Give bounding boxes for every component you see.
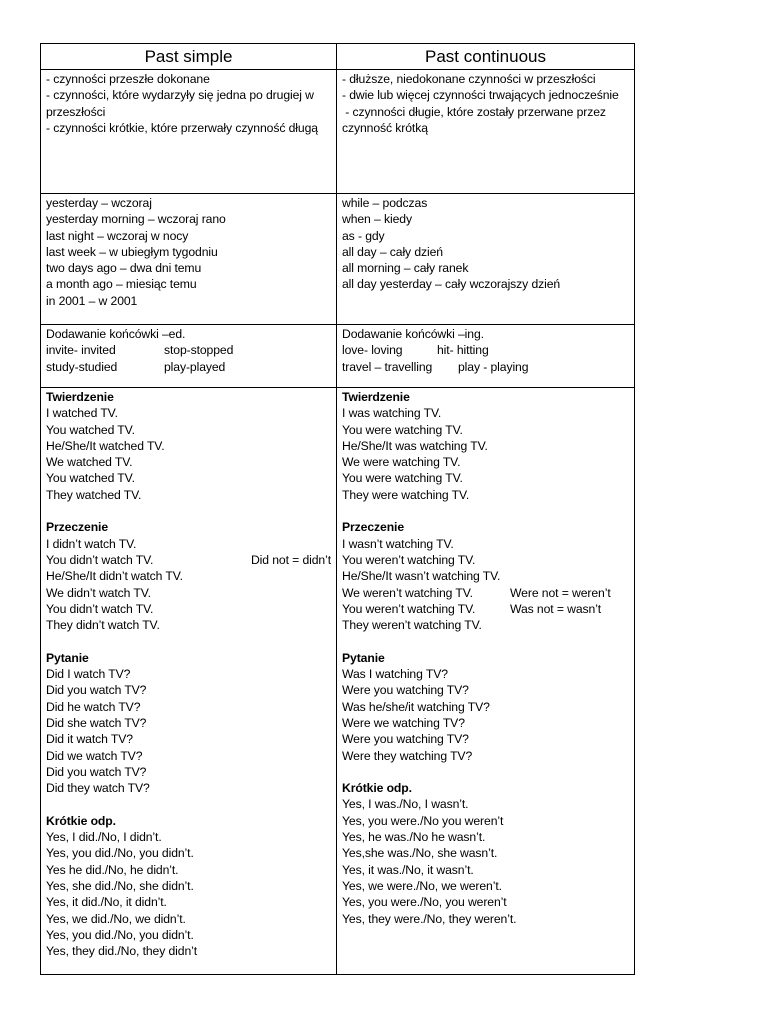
negative-title: Przeczenie: [46, 520, 109, 535]
form-example-row: [46, 342, 331, 358]
affirmative-list: [46, 405, 331, 503]
negative-line: You didn’t watch TV.: [46, 552, 154, 567]
list-line: I watched TV.: [46, 406, 118, 421]
negative-line: They didn’t watch TV.: [46, 618, 160, 633]
list-line: Yes he did./No, he didn’t.: [46, 862, 179, 877]
time-expressions-row: [41, 194, 635, 325]
time-expressions-past-continuous-cell: [337, 194, 635, 325]
negative-line: We didn’t watch TV.: [46, 585, 151, 600]
list-line: Yes, she did./No, she didn’t.: [46, 878, 194, 893]
uses-past-simple-cell: [41, 70, 337, 194]
negative-line: We weren’t watching TV.: [342, 585, 473, 600]
form-example-row: [342, 342, 629, 358]
list-line: Did you watch TV?: [46, 764, 147, 779]
grammar-comparison-table: [40, 43, 635, 975]
contraction-note: Did not = didn’t: [250, 552, 331, 567]
list-line: Yes, it did./No, it didn’t.: [46, 895, 167, 910]
list-line: We were watching TV.: [342, 455, 461, 470]
negative-line: He/She/It wasn’t watching TV.: [342, 569, 501, 584]
affirmative-title: Twierdzenie: [342, 390, 410, 404]
list-line: Yes, he was./No he wasn’t.: [342, 830, 486, 845]
forms-row: [41, 325, 635, 388]
negative-line: I wasn’t watching TV.: [342, 536, 454, 551]
form-example-row: [342, 359, 629, 375]
uses-row: [41, 70, 635, 194]
negative-line-with-note: [342, 585, 629, 601]
short-answers-list: [46, 829, 331, 959]
list-line: Did we watch TV?: [46, 748, 143, 763]
form-example-row: [46, 359, 331, 375]
negative-line-with-note: [342, 601, 629, 617]
form-title: Dodawanie końcówki –ing.: [342, 327, 484, 341]
list-line: Yes,she was./No, she wasn’t.: [342, 846, 498, 861]
list-line: Yes, they did./No, they didn’t: [46, 944, 198, 959]
form-title: Dodawanie końcówki –ed.: [46, 327, 186, 341]
contraction-note: Were not = weren’t: [510, 585, 611, 600]
list-line: We watched TV.: [46, 455, 133, 470]
header-past-simple: Past simple: [41, 44, 337, 70]
question-title: Pytanie: [46, 650, 89, 665]
short-answers-title: Krótkie odp.: [342, 781, 412, 796]
conjugation-past-simple-cell: [41, 388, 337, 975]
form-example: travel – travelling: [342, 359, 433, 374]
list-line: I was watching TV.: [342, 406, 442, 421]
list-line: You were watching TV.: [342, 471, 463, 486]
list-line: Were you watching TV?: [342, 732, 469, 747]
list-line: Yes, I was./No, I wasn’t.: [342, 797, 469, 812]
forms-past-simple-cell: [41, 325, 337, 388]
list-line: Yes, it was./No, it wasn’t.: [342, 862, 474, 877]
negative-line: You didn’t watch TV.: [46, 601, 154, 616]
list-line: when – kiedy: [342, 212, 412, 227]
question-list: [46, 666, 331, 796]
list-line: Was I watching TV?: [342, 667, 448, 682]
contraction-note: Was not = wasn’t: [510, 601, 602, 616]
use-line: - czynności, które wydarzyły się jedna po drugiej w przeszłości: [46, 88, 314, 119]
list-line: He/She/It was watching TV.: [342, 438, 488, 453]
form-example: love- loving: [342, 343, 403, 358]
list-line: last week – w ubiegłym tygodniu: [46, 244, 218, 259]
conjugation-past-continuous-cell: [337, 388, 635, 975]
use-line: - czynności przeszłe dokonane: [46, 72, 210, 86]
affirmative-list: [342, 405, 629, 503]
time-expressions-past-simple-cell: [41, 194, 337, 325]
list-line: a month ago – miesiąc temu: [46, 277, 197, 292]
list-line: Yes, you did./No, you didn’t.: [46, 846, 194, 861]
short-answers-list: [342, 796, 629, 926]
list-line: Did I watch TV?: [46, 667, 131, 682]
affirmative-title: Twierdzenie: [46, 390, 114, 404]
negative-line-with-note: [46, 552, 331, 568]
list-line: all morning – cały ranek: [342, 261, 469, 276]
list-line: Were they watching TV?: [342, 748, 473, 763]
list-line: Did you watch TV?: [46, 683, 147, 698]
list-line: Yes, I did./No, I didn’t.: [46, 830, 162, 845]
list-line: Did they watch TV?: [46, 781, 150, 796]
negative-line: I didn’t watch TV.: [46, 536, 137, 551]
list-line: as - gdy: [342, 228, 385, 243]
question-title: Pytanie: [342, 650, 385, 665]
list-line: You were watching TV.: [342, 422, 463, 437]
use-line: - dłuższe, niedokonane czynności w przeszłości: [342, 72, 596, 86]
conjugation-row: [41, 388, 635, 975]
negative-line: You weren’t watching TV.: [342, 601, 476, 616]
list-line: last night – wczoraj w nocy: [46, 228, 189, 243]
negative-line: They weren’t watching TV.: [342, 618, 482, 633]
list-line: Were we watching TV?: [342, 715, 465, 730]
form-example: play - playing: [458, 359, 529, 374]
form-example: play-played: [164, 359, 226, 374]
list-line: yesterday – wczoraj: [46, 196, 152, 210]
list-line: They were watching TV.: [342, 487, 470, 502]
list-line: Yes, you were./No you weren’t: [342, 813, 504, 828]
list-line: Did she watch TV?: [46, 715, 147, 730]
time-list-right: [337, 194, 634, 293]
form-example: stop-stopped: [164, 343, 234, 358]
list-line: You watched TV.: [46, 422, 135, 437]
use-line: - dwie lub więcej czynności trwających jednocześnie: [342, 88, 619, 103]
list-line: He/She/It watched TV.: [46, 438, 165, 453]
list-line: Yes, they were./No, they weren’t.: [342, 911, 517, 926]
forms-past-continuous-cell: [337, 325, 635, 388]
short-answers-title: Krótkie odp.: [46, 813, 116, 828]
time-list-left: [41, 194, 336, 309]
list-line: Yes, you were./No, you weren’t: [342, 895, 507, 910]
list-line: yesterday morning – wczoraj rano: [46, 212, 226, 227]
list-line: Were you watching TV?: [342, 683, 469, 698]
negative-line: You weren’t watching TV.: [342, 552, 476, 567]
header-past-continuous: Past continuous: [337, 44, 635, 70]
uses-past-continuous-cell: [337, 70, 635, 194]
list-line: They watched TV.: [46, 487, 142, 502]
question-list: [342, 666, 629, 764]
use-line: - czynności długie, które zostały przerwane przez czynność krótką: [342, 104, 610, 135]
list-line: while – podczas: [342, 196, 428, 210]
form-example: study-studied: [46, 359, 118, 374]
negative-line: He/She/It didn’t watch TV.: [46, 569, 183, 584]
list-line: Yes, you did./No, you didn’t.: [46, 927, 194, 942]
header-row: [41, 44, 635, 70]
list-line: Yes, we were./No, we weren’t.: [342, 878, 502, 893]
list-line: Did he watch TV?: [46, 699, 141, 714]
list-line: You watched TV.: [46, 471, 135, 486]
list-line: Yes, we did./No, we didn’t.: [46, 911, 186, 926]
use-line: - czynności krótkie, które przerwały czynność długą: [46, 120, 318, 135]
list-line: Was he/she/it watching TV?: [342, 699, 490, 714]
negative-title: Przeczenie: [342, 520, 405, 535]
form-example: invite- invited: [46, 343, 116, 358]
list-line: all day yesterday – cały wczorajszy dzień: [342, 277, 561, 292]
list-line: Did it watch TV?: [46, 732, 133, 747]
list-line: in 2001 – w 2001: [46, 293, 138, 308]
list-line: two days ago – dwa dni temu: [46, 261, 202, 276]
list-line: all day – cały dzień: [342, 244, 443, 259]
form-example: hit- hitting: [437, 343, 489, 358]
